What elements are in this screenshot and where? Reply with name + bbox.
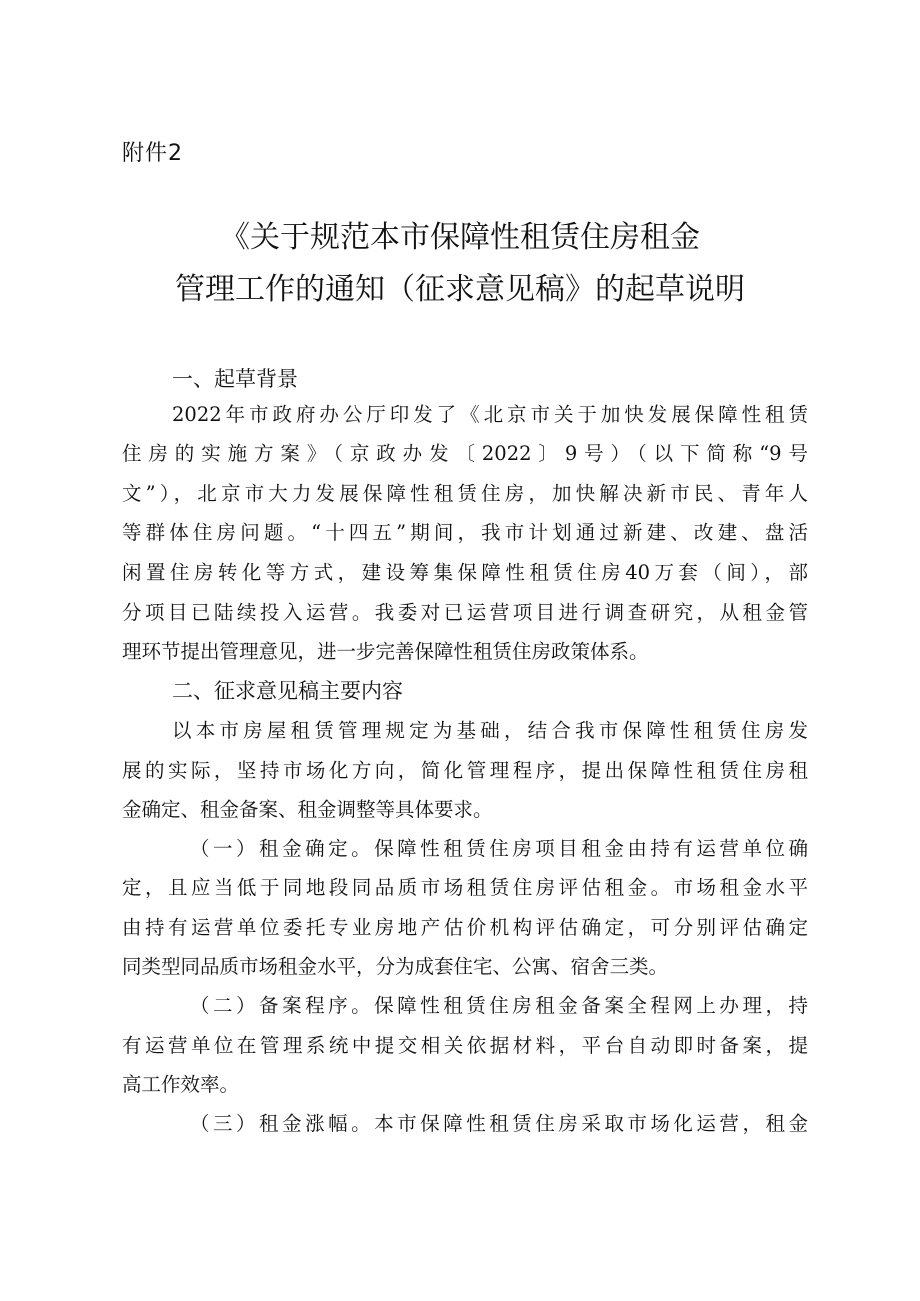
- item-filing-procedure-line: （二）备案程序。保障性租赁住房租金备案全程网上办理，持: [190, 994, 808, 1017]
- attachment-label: 附件2: [122, 141, 183, 166]
- paragraph-line: 分项目已陆续投入运营。我委对已运营项目进行调查研究，从租金管: [122, 601, 808, 624]
- section-heading-main-content: 二、征求意见稿主要内容: [172, 679, 403, 703]
- document-title-line-1: 《关于规范本市保障性租赁住房租金: [220, 220, 700, 255]
- paragraph-line: 由持有运营单位委托专业房地产估价机构评估确定，可分别评估确定: [122, 916, 808, 939]
- paragraph-line: 住房的实施方案》（京政办发〔2022〕9号）（以下简称“9号: [122, 442, 808, 465]
- paragraph-line: 理环节提出管理意见，进一步完善保障性租赁住房政策体系。: [122, 640, 649, 663]
- item-rent-increase-line: （三）租金涨幅。本市保障性租赁住房采取市场化运营，租金: [190, 1112, 808, 1135]
- paragraph-line: 等群体住房问题。“十四五”期间，我市计划通过新建、改建、盘活: [122, 521, 808, 544]
- paragraph-line: 闲置住房转化等方式，建设筹集保障性租赁住房40万套（间），部: [122, 561, 808, 584]
- paragraph-line: 展的实际，坚持市场化方向，简化管理程序，提出保障性租赁住房租: [122, 759, 808, 782]
- paragraph-line: 定，且应当低于同地段同品质市场租赁住房评估租金。市场租金水平: [122, 876, 808, 899]
- document-title-line-2: 管理工作的通知（征求意见稿》的起草说明: [175, 272, 745, 307]
- paragraph-line: 同类型同品质市场租金水平，分为成套住宅、公寓、宿舍三类。: [122, 955, 669, 978]
- item-rent-determination-line: （一）租金确定。保障性租赁住房项目租金由持有运营单位确: [190, 837, 808, 860]
- paragraph-line: 金确定、租金备案、租金调整等具体要求。: [122, 798, 493, 821]
- paragraph-line: 2022年市政府办公厅印发了《北京市关于加快发展保障性租赁: [172, 403, 808, 426]
- paragraph-line: 高工作效率。: [122, 1073, 240, 1096]
- paragraph-line: 文”），北京市大力发展保障性租赁住房，加快解决新市民、青年人: [122, 482, 808, 505]
- section-heading-background: 一、起草背景: [172, 367, 298, 391]
- paragraph-line: 以本市房屋租赁管理规定为基础，结合我市保障性租赁住房发: [172, 719, 808, 742]
- paragraph-line: 有运营单位在管理系统中提交相关依据材料，平台自动即时备案，提: [122, 1034, 808, 1057]
